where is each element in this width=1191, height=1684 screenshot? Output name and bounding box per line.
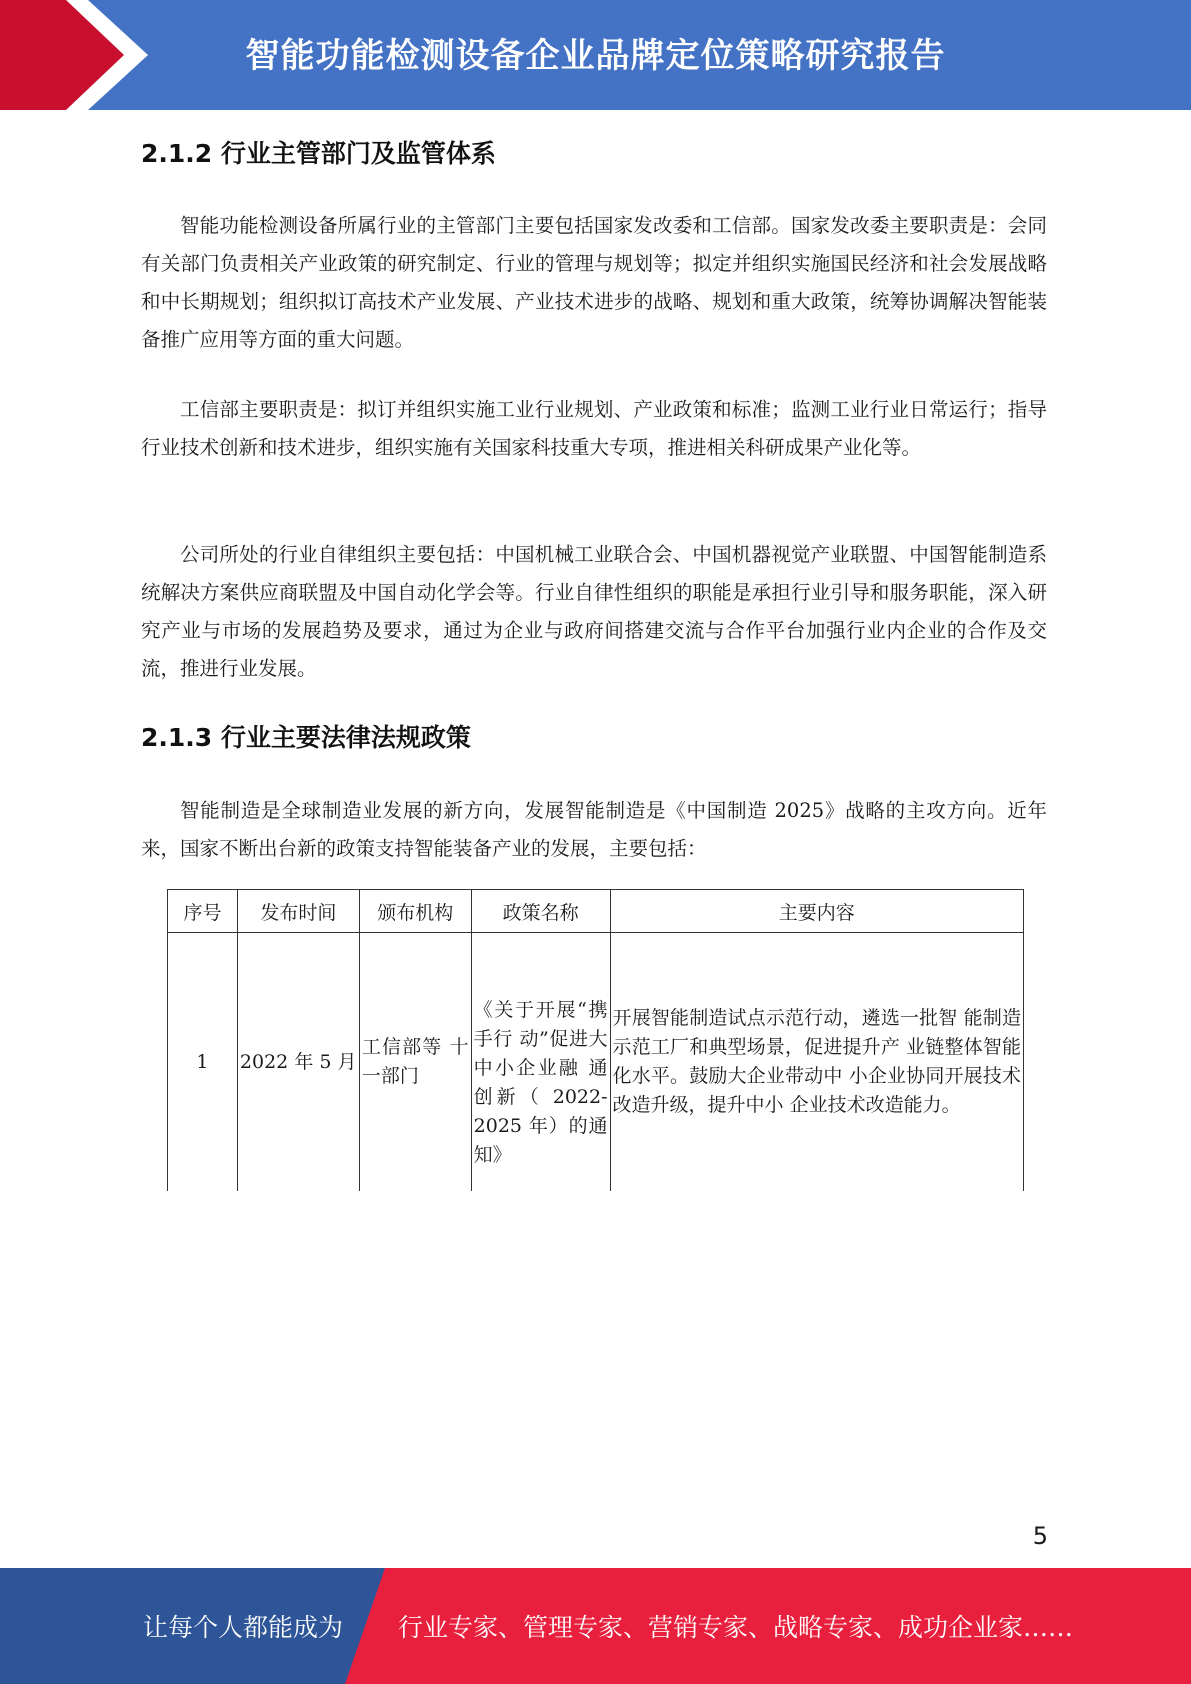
paragraph-regulators: 智能功能检测设备所属行业的主管部门主要包括国家发改委和工信部。国家发改委主要职责是：会同有关部门负责相关产业政策的研究制定、行业的管理与规划等；拟定并组织实施国民经济和社会发展战略和中长期规划；组织拟订高技术产业发展、产业技术进步的战略、规划和重大政策，统筹协调解决智能装备推广应用等方面的重大问题。 [141,214,1047,351]
footer-slogan-right: 行业专家、管理专家、营销专家、战略专家、成功企业家…… [398,1613,1074,1642]
section-heading-2-1-3: 2.1.3 行业主要法律法规政策 [141,723,471,752]
paragraph-self-regulatory: 公司所处的行业自律组织主要包括：中国机械工业联合会、中国机器视觉产业联盟、中国智能制造系统解决方案供应商联盟及中国自动化学会等。行业自律性组织的职能是承担行业引导和服务职能，深入研究产业与市场的发展趋势及要求，通过为企业与政府间搭建交流与合作平台加强行业内企业的合作及交流，推进行业发展。 [141,543,1047,680]
column-header-content: 主要内容 [610,890,1023,933]
footer-slogan-left: 让每个人都能成为 [143,1613,344,1642]
column-header-no: 序号 [168,890,238,933]
section-heading-2-1-2: 2.1.2 行业主管部门及监管体系 [141,139,496,168]
table-row [168,933,1024,1192]
paragraph-miit-duties: 工信部主要职责是：拟订并组织实施工业行业规划、产业政策和标准；监测工业行业日常运行；指导行业技术创新和技术进步，组织实施有关国家科技重大专项，推进相关科研成果产业化等。 [141,398,1047,459]
policy-table [167,889,1024,1191]
table-header-row [168,890,1024,933]
column-header-date: 发布时间 [237,890,359,933]
report-title: 智能功能检测设备企业品牌定位策略研究报告 [245,36,946,76]
cell-date: 2022 年 5 月 [237,933,359,1192]
page-footer [0,1568,1191,1684]
column-header-agency: 颁布机构 [359,890,471,933]
page-header [0,0,1191,110]
cell-policy: 《关于开展“携手行 动”促进大 中小企业融 通创新（ 2022-2025 年）的通 知》 [471,933,610,1192]
paragraph-policy-intro: 智能制造是全球制造业发展的新方向，发展智能制造是《中国制造 2025》战略的主攻方向。近年来，国家不断出台新的政策支持智能装备产业的发展，主要包括： [141,799,1047,860]
cell-agency: 工信部等 十一部门 [359,933,471,1192]
page-number: 5 [1032,1522,1048,1550]
column-header-policy: 政策名称 [471,890,610,933]
cell-content: 开展智能制造试点示范行动，遴选一批智 能制造示范工厂和典型场景，促进提升产 业链整体智能化水平。鼓励大企业带动中 小企业协同开展技术改造升级，提升中小 企业技术改造能力。 [610,933,1023,1192]
cell-no: 1 [168,933,238,1192]
